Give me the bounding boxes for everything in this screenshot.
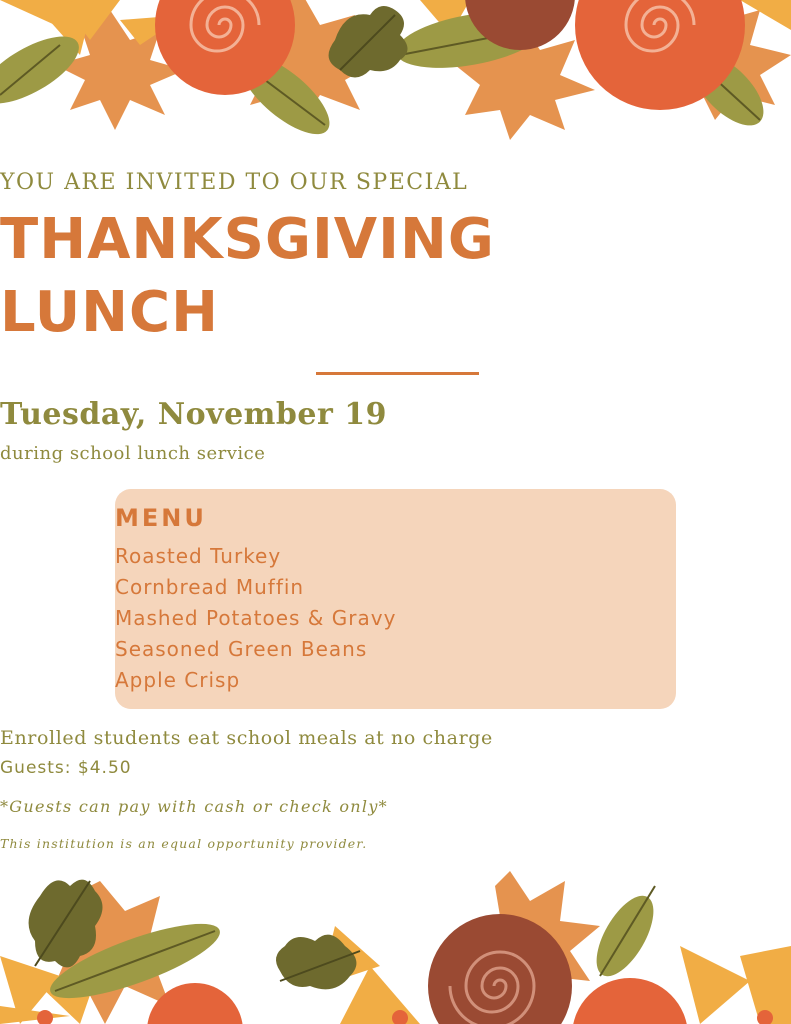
top-floral-border xyxy=(0,0,791,150)
event-date: Tuesday, November 19 xyxy=(0,397,387,432)
bottom-floral-border xyxy=(0,866,791,1024)
equal-opportunity-statement: This institution is an equal opportunity provider. xyxy=(0,836,368,851)
title-divider xyxy=(316,372,479,375)
menu-item: Roasted Turkey xyxy=(115,544,282,568)
menu-item: Apple Crisp xyxy=(115,668,241,692)
menu-list xyxy=(115,541,676,696)
menu-item: Mashed Potatoes & Gravy xyxy=(115,606,397,630)
menu-item: Seasoned Green Beans xyxy=(115,637,368,661)
menu-title: MENU xyxy=(115,504,207,532)
menu-panel xyxy=(115,489,676,709)
payment-note: *Guests can pay with cash or check only* xyxy=(0,797,388,816)
menu-item: Cornbread Muffin xyxy=(115,575,305,599)
enrolled-students-note: Enrolled students eat school meals at no charge xyxy=(0,727,493,749)
invitation-line: YOU ARE INVITED TO OUR SPECIAL xyxy=(0,170,469,195)
service-note: during school lunch service xyxy=(0,443,266,464)
title-thanksgiving: THANKSGIVING xyxy=(0,207,495,272)
title-lunch: LUNCH xyxy=(0,280,219,345)
guest-price: Guests: $4.50 xyxy=(0,758,132,778)
